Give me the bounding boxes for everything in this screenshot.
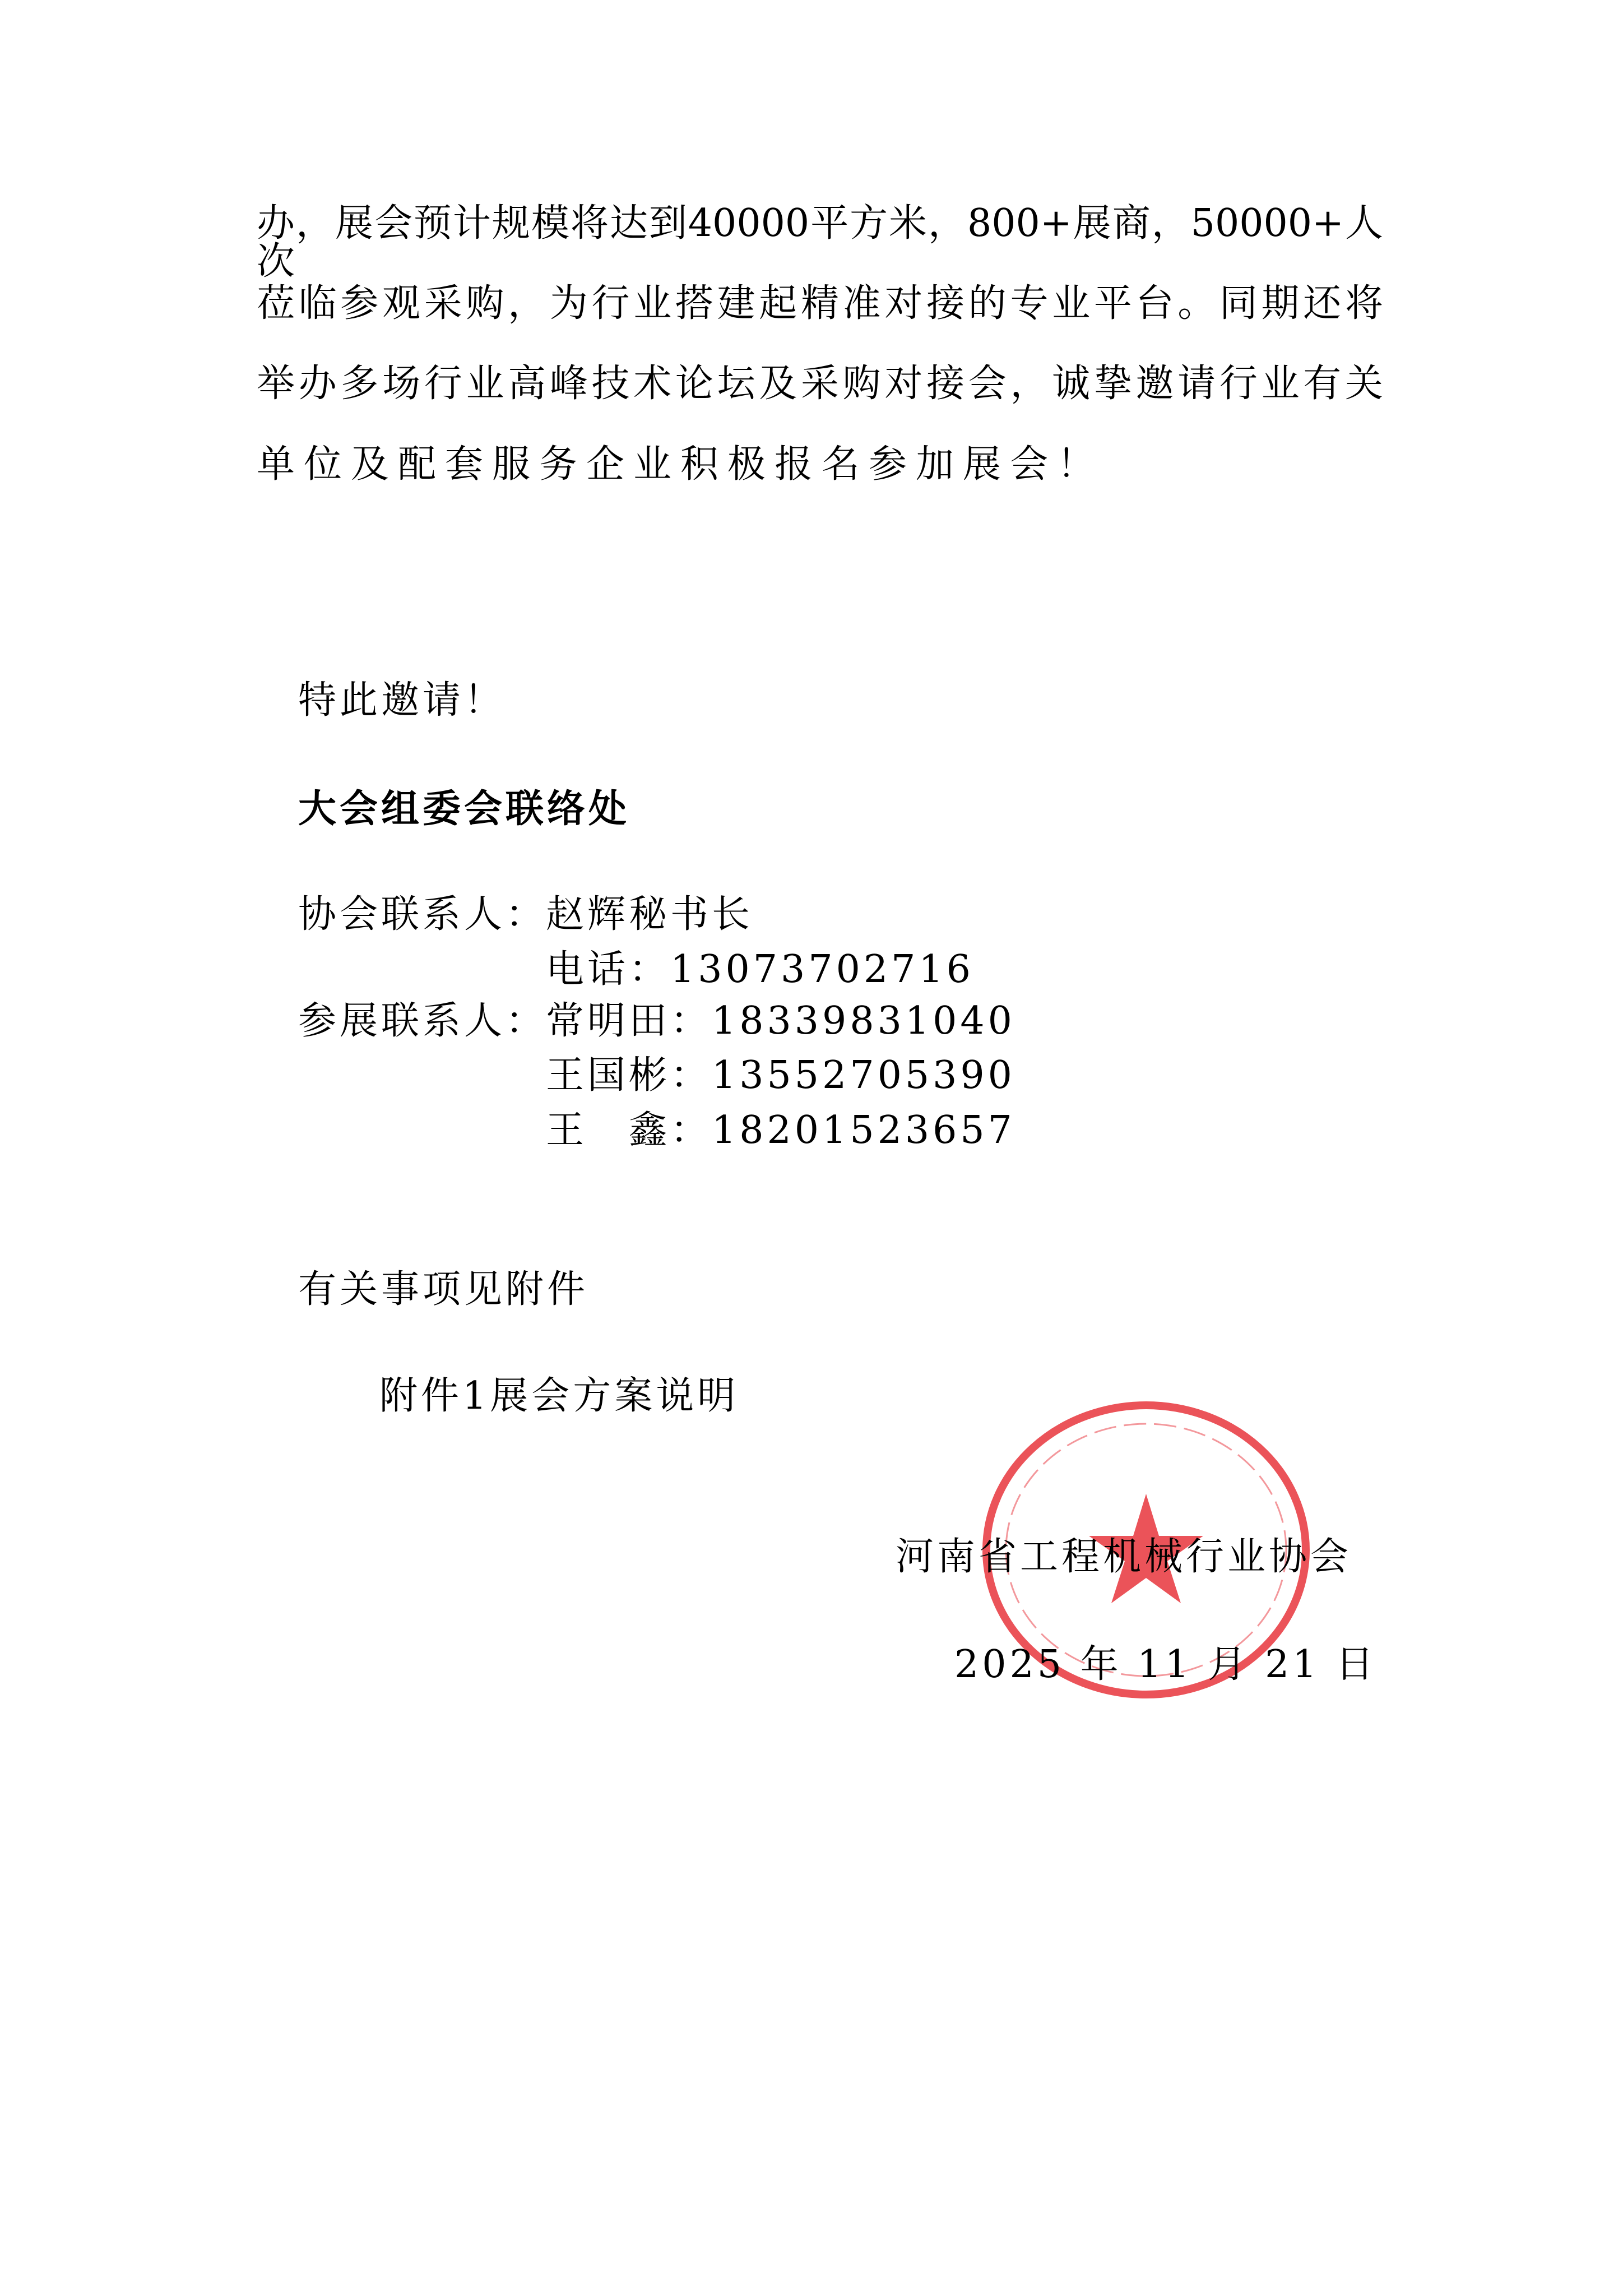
body-line-1: 办，展会预计规模将达到40000平方米，800+展商，50000+人次 xyxy=(257,201,1383,284)
assoc-contact-name: 赵辉秘书长 xyxy=(546,892,754,937)
exhibit-contact-1: 常明田：18339831040 xyxy=(546,999,1015,1043)
exhibit-contact-2: 王国彬：13552705390 xyxy=(546,1053,1015,1098)
signature-org: 河南省工程机械行业协会 xyxy=(896,1535,1352,1579)
organizer-heading: 大会组委会联络处 xyxy=(298,786,630,831)
attachment-1: 附件1展会方案说明 xyxy=(379,1374,739,1418)
exhibit-contact-3: 王 鑫：18201523657 xyxy=(546,1108,1015,1152)
exhibit-contact-label: 参展联系人： xyxy=(298,999,548,1043)
assoc-contact-phone: 电话：13073702716 xyxy=(546,947,974,992)
body-line-4: 单位及配套服务企业积极报名参加展会！ xyxy=(257,442,1105,487)
attachment-note: 有关事项见附件 xyxy=(298,1267,589,1312)
closing-text: 特此邀请！ xyxy=(298,678,506,723)
assoc-contact-label: 协会联系人： xyxy=(298,892,548,937)
body-line-3: 举办多场行业高峰技术论坛及采购对接会，诚挚邀请行业有关 xyxy=(257,362,1383,406)
body-line-2: 莅临参观采购，为行业搭建起精准对接的专业平台。同期还将 xyxy=(257,281,1383,326)
signature-date: 2025 年 11 月 21 日 xyxy=(954,1642,1378,1687)
